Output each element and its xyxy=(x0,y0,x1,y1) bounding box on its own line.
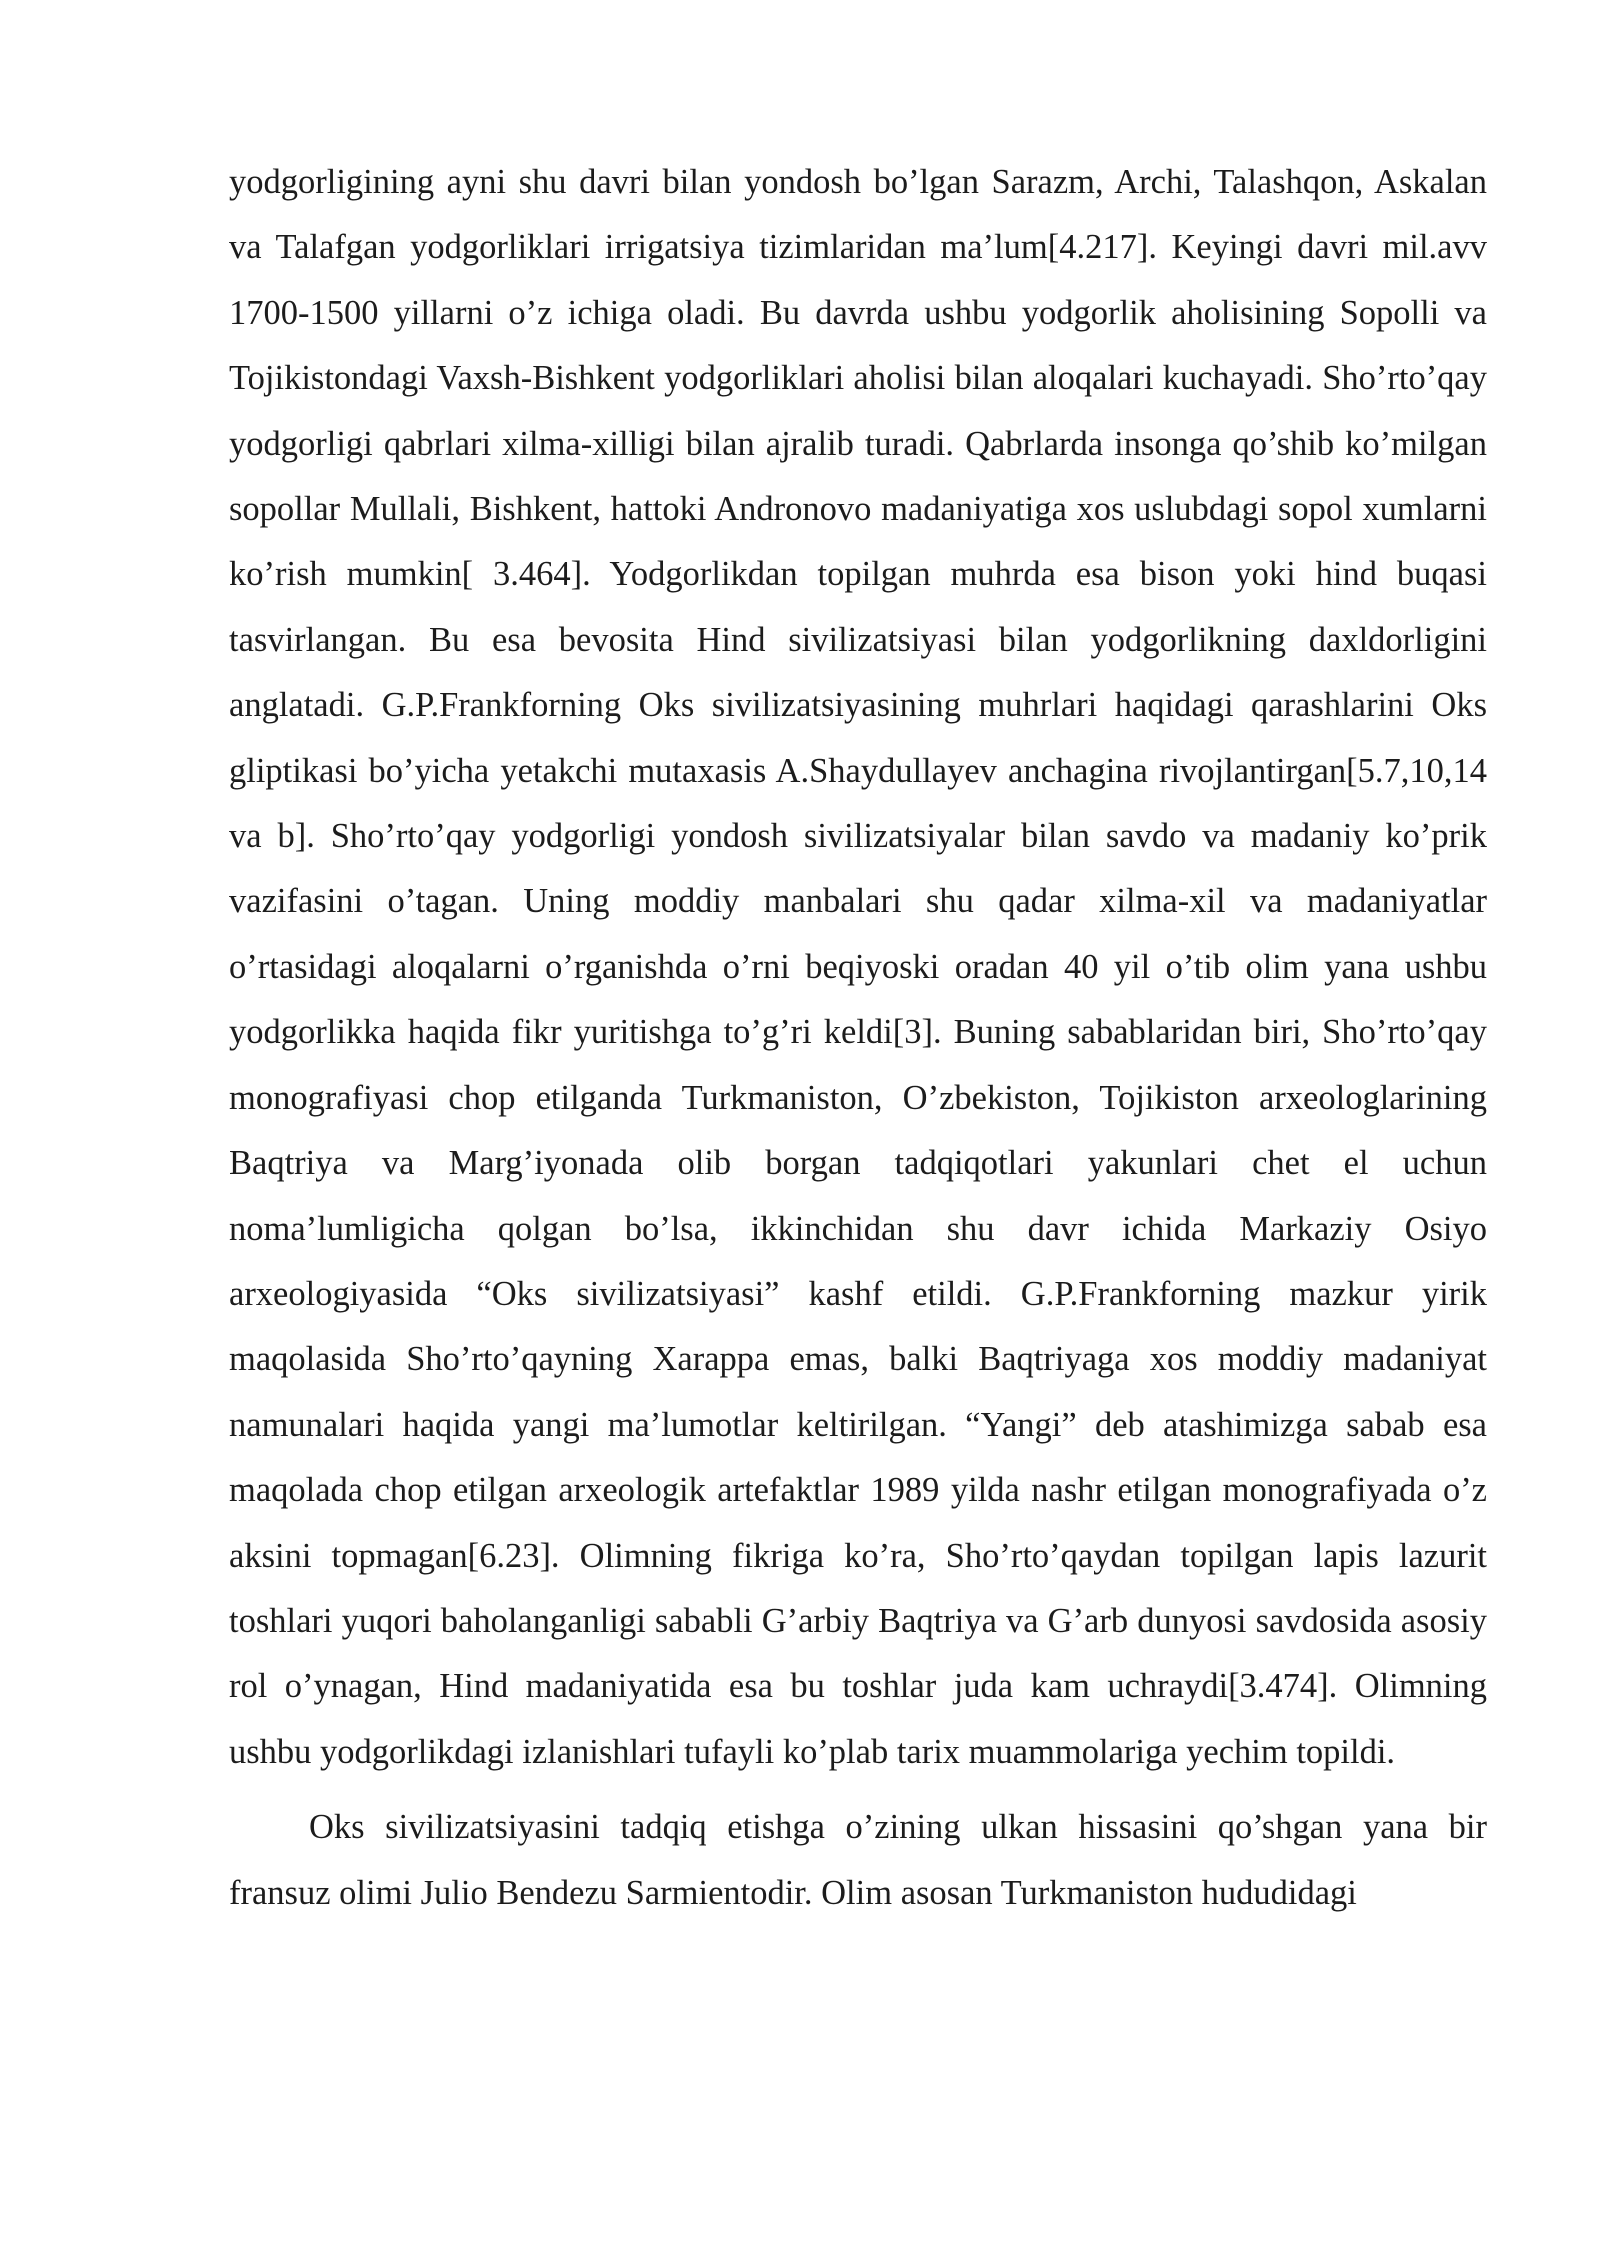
body-paragraph-continuation: yodgorligining ayni shu davri bilan yondosh bo’lgan Sarazm, Archi, Talashqon, Askalan va Talafgan yodgorliklari irrigatsiya tizimlaridan ma’lum[4.217]. Keyingi davri mil.avv 1700-1500 yillarni o’z ichiga oladi. Bu davrda ushbu yodgorlik aholisining Sopolli va Tojikistondagi Vaxsh-Bishkent yodgorliklari aholisi bilan aloqalari kuchayadi. Sho’rto’qay yodgorligi qabrlari xilma-xilligi bilan ajralib turadi. Qabrlarda insonga qo’shib ko’milgan sopollar Mullali, Bishkent, hattoki Andronovo madaniyatiga xos uslubdagi sopol xumlarni ko’rish mumkin[ 3.464]. Yodgorlikdan topilgan muhrda esa bison yoki hind buqasi tasvirlangan. Bu esa bevosita Hind sivilizatsiyasi bilan yodgorlikning daxldorligini anglatadi. G.P.Frankforning Oks sivilizatsiyasining muhrlari haqidagi qarashlarini Oks gliptikasi bo’yicha yetakchi mutaxasis A.Shaydullayev anchagina rivojlantirgan[5.7,10,14 va b]. Sho’rto’qay yodgorligi yondosh sivilizatsiyalar bilan savdo va madaniy ko’prik vazifasini o’tagan. Uning moddiy manbalari shu qadar xilma-xil va madaniyatlar o’rtasidagi aloqalarni o’rganishda o’rni beqiyoski oradan 40 yil o’tib olim yana ushbu yodgorlikka haqida fikr yuritishga to’g’ri keldi[3]. Buning sabablaridan biri, Sho’rto’qay monografiyasi chop etilganda Turkmaniston, O’zbekiston, Tojikiston arxeologlarining Baqtriya va Marg’iyonada olib borgan tadqiqotlari yakunlari chet el uchun noma’lumligicha qolgan bo’lsa, ikkinchidan shu davr ichida Markaziy Osiyo arxeologiyasida “Oks sivilizatsiyasi” kashf etildi. G.P.Frankforning mazkur yirik maqolasida Sho’rto’qayning Xarappa emas, balki Baqtriyaga xos moddiy madaniyat namunalari haqida yangi ma’lumotlar keltirilgan. “Yangi” deb atashimizga sabab esa maqolada chop etilgan arxeologik artefaktlar 1989 yilda nashr etilgan monografiyada o’z aksini topmagan[6.23]. Olimning fikriga ko’ra, Sho’rto’qaydan topilgan lapis lazurit toshlari yuqori baholanganligi sababli G’arbiy Baqtriya va G’arb dunyosi savdosida asosiy rol o’ynagan, Hind madaniyatida esa bu toshlar juda kam uchraydi[3.474]. Olimning ushbu yodgorlikdagi izlanishlari tufayli ko’plab tarix muammolariga yechim topildi. xyxy=(229,163,1487,1771)
document-page xyxy=(229,150,1487,1926)
body-paragraph-new: Oks sivilizatsiyasini tadqiq etishga o’zining ulkan hissasini qo’shgan yana bir fransuz olimi Julio Bendezu Sarmientodir. Olim asosan Turkmaniston hududidagi xyxy=(229,1808,1487,1912)
